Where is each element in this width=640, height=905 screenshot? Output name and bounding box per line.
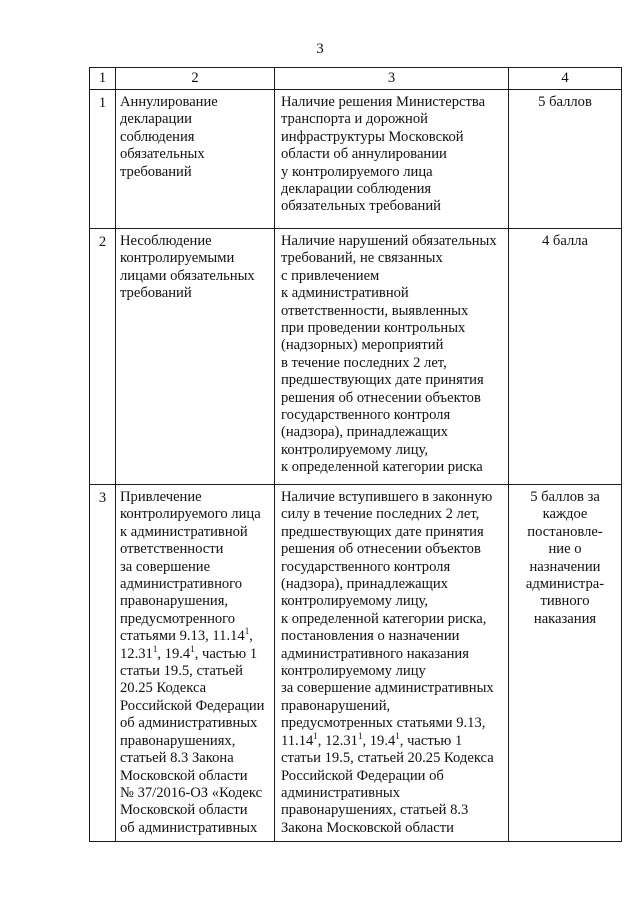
text-line: тивного [540, 593, 590, 610]
score [509, 485, 621, 632]
text-line: 12.31$^1$, 19.4$^1$, частью 1 [120, 643, 258, 662]
text-line: административного [120, 576, 243, 593]
text-line: требований [120, 163, 192, 180]
text-line: Российской Федерации [120, 697, 265, 714]
text-line: за совершение административных [281, 680, 494, 697]
text-line: предшествующих дате принятия [281, 372, 484, 389]
text-line: к административной [281, 285, 409, 302]
text-line: правонарушения, [120, 593, 229, 610]
text-line: правонарушениях, [120, 732, 236, 749]
text-line: Московской области [120, 802, 248, 819]
text-line: к определенной категории риска [281, 459, 483, 476]
text-line: государственного контроля [281, 558, 451, 575]
text-line: (надзорных) мероприятий [281, 337, 444, 354]
text-line: за совершение [120, 558, 211, 575]
text-line: решения об отнесении объектов [281, 541, 481, 558]
score [509, 90, 621, 115]
criterion-condition [275, 90, 508, 220]
text-line: № 37/2016-ОЗ «Кодекс [120, 784, 263, 801]
text-line: Закона Московской области [281, 819, 454, 836]
text-line: контролируемому лицу, [281, 593, 429, 610]
text-line: обязательных [120, 146, 205, 163]
text-line: 4 балла [541, 233, 589, 249]
table-row [90, 90, 622, 229]
text-line: 5 баллов [538, 94, 592, 110]
text-line: постановления о назначении [281, 628, 460, 645]
text-line: силу в течение последних 2 лет, [281, 506, 480, 523]
text-line: предшествующих дате принятия [281, 523, 484, 540]
criterion-condition [275, 485, 508, 841]
criterion-name [116, 90, 274, 185]
criteria-table [89, 67, 622, 842]
text-line: требований [120, 285, 192, 302]
text-line: статьей 8.3 Закона [120, 750, 234, 767]
text-line: инфраструктуры Московской [281, 128, 464, 145]
text-line: контролируемому лицу [281, 663, 426, 680]
text-line: требований, не связанных [281, 250, 443, 267]
text-line: статьи 19.5, статьей 20.25 Кодекса [281, 750, 494, 767]
text-line: контролируемому лицу, [281, 441, 429, 458]
text-line: каждое [542, 506, 588, 523]
text-line: (надзора), принадлежащих [281, 424, 448, 441]
text-line: решения об отнесении объектов [281, 389, 481, 406]
text-line: декларации [120, 111, 192, 128]
text-line: Российской Федерации об [281, 767, 444, 784]
text-line: лицами обязательных [120, 267, 255, 284]
row-number: 2 [98, 234, 107, 250]
text-line: Наличие нарушений обязательных [281, 233, 497, 249]
text-line: статьями 9.13, 11.14$^1$, [120, 626, 253, 645]
text-line: правонарушений, [281, 697, 391, 714]
text-line: контролируемыми [120, 250, 235, 267]
text-line: декларации соблюдения [281, 181, 432, 198]
text-line: государственного контроля [281, 407, 451, 424]
table-row [90, 485, 622, 842]
text-line: области об аннулировании [281, 146, 447, 163]
text-line: 5 баллов за [530, 489, 600, 505]
text-line: при проведении контрольных [281, 320, 466, 337]
text-line: Наличие решения Министерства [281, 94, 486, 110]
text-line: у контролируемого лица [281, 163, 433, 180]
text-line: контролируемого лица [120, 506, 261, 523]
table-row [90, 229, 622, 485]
text-line: статьи 19.5, статьей [120, 663, 243, 680]
page-number: 3 [316, 41, 324, 57]
text-line: с привлечением [281, 267, 380, 284]
text-line: соблюдения [120, 128, 195, 145]
text-line: администра- [525, 576, 605, 593]
text-line: Московской области [120, 767, 248, 784]
criterion-name [116, 485, 274, 841]
text-line: ответственности [120, 541, 224, 558]
text-line: к определенной категории риска, [281, 610, 487, 627]
text-line: в течение последних 2 лет, [281, 354, 447, 371]
header-col-2: 2 [116, 68, 275, 90]
text-line: транспорта и дорожной [281, 111, 428, 128]
text-line: ние о [548, 541, 582, 558]
criterion-condition [275, 229, 508, 481]
text-line: Наличие вступившего в законную [281, 489, 493, 505]
row-number: 1 [98, 95, 107, 111]
header-col-1: 1 [90, 68, 116, 90]
text-line: 20.25 Кодекса [120, 680, 207, 697]
text-line: административного наказания [281, 645, 469, 662]
text-line: наказания [533, 610, 597, 627]
text-line: обязательных требований [281, 198, 441, 215]
text-line: 11.14$^1$, 12.31$^1$, 19.4$^1$, частью 1 [281, 730, 463, 749]
text-line: предусмотренных статьями 9.13, [281, 715, 486, 732]
text-line: об административных [120, 715, 258, 732]
criterion-name [116, 229, 274, 307]
text-line: об административных [120, 819, 258, 836]
text-line: к административной [120, 523, 248, 540]
table-header-row [90, 68, 622, 90]
text-line: ответственности, выявленных [281, 302, 469, 319]
row-number: 3 [98, 490, 107, 506]
score [509, 229, 621, 254]
text-line: Аннулирование [120, 94, 218, 110]
header-col-3: 3 [275, 68, 509, 90]
text-line: Привлечение [120, 489, 202, 505]
text-line: правонарушениях, статьей 8.3 [281, 802, 469, 819]
text-line: (надзора), принадлежащих [281, 576, 448, 593]
header-col-4: 4 [509, 68, 622, 90]
text-line: постановле- [527, 523, 603, 540]
text-line: Несоблюдение [120, 233, 212, 249]
text-line: предусмотренного [120, 610, 236, 627]
text-line: назначении [529, 558, 601, 575]
text-line: административных [281, 784, 400, 801]
